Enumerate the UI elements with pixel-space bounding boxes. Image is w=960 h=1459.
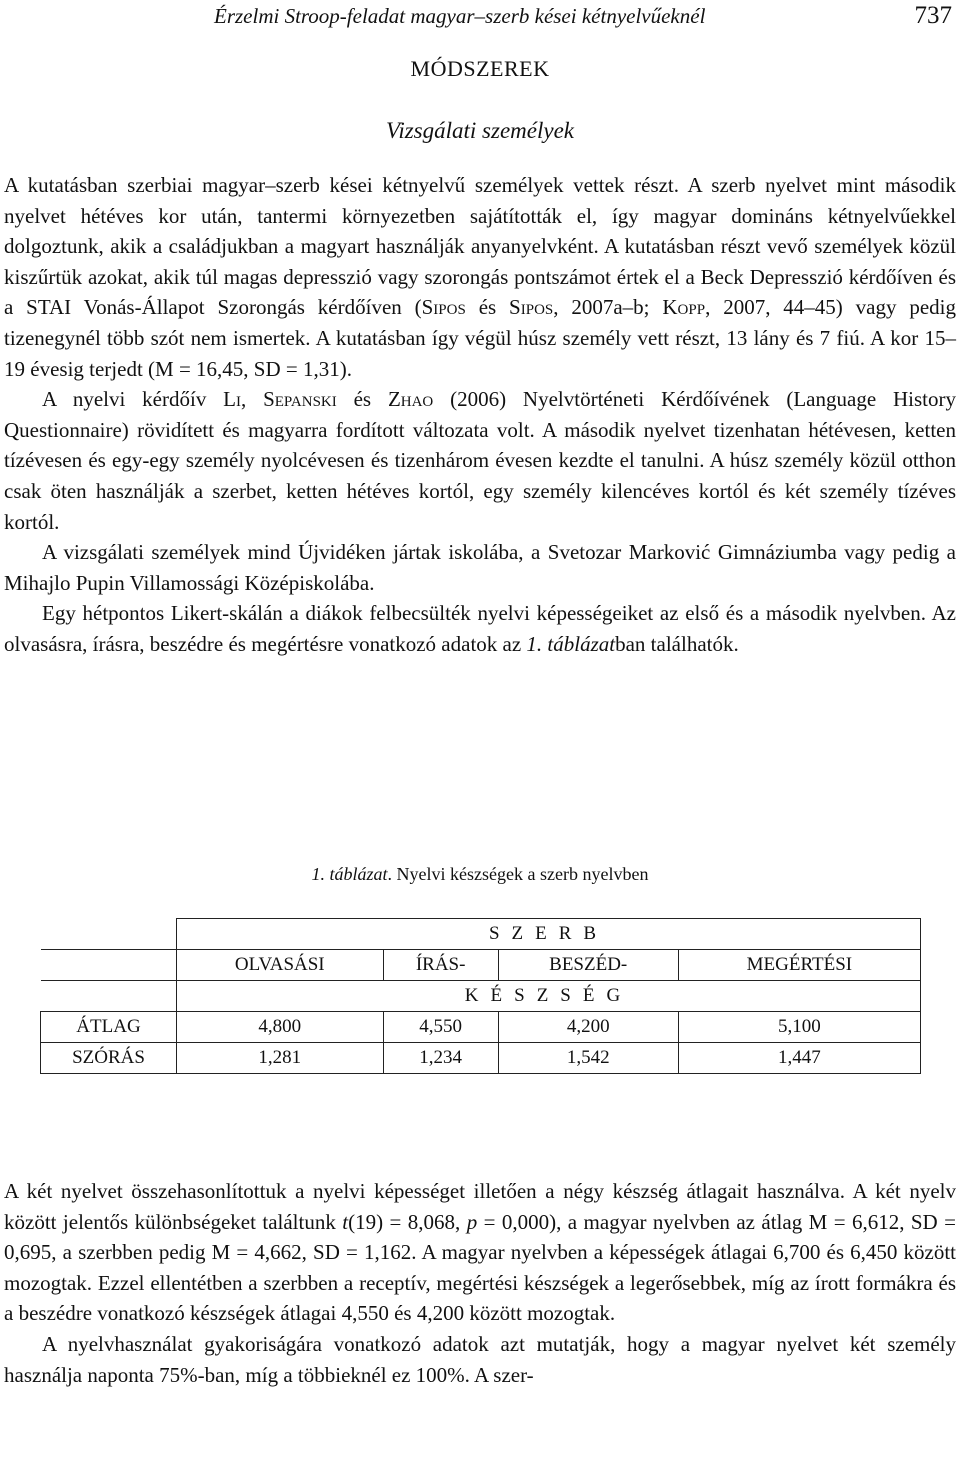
table-caption-label: 1. táblázat — [311, 864, 388, 884]
paragraph-questionnaire: A nyelvi kérdőív Li, Sepanski és Zhao (2006) Nyelvtörténeti Kérdőívének (Language History Questionnaire) rövidített és magyarra fordított változata volt. A második nyelvet tizenhatan hétévesen, ketten tízévesen és egy-egy személy nyolcévesen és tizenhárom évesen kezdte el tanulni. A húsz személy közül otthon csak öten használják a szerbet, ketten hétéves kortól, egy személy kilencéves kortól és két személy tízéves kortól. — [4, 387, 956, 534]
citation-author: Sipos — [509, 295, 554, 320]
citation-author: Zhao — [387, 387, 434, 412]
page-number: 737 — [914, 2, 952, 29]
stat-symbol: p — [466, 1209, 478, 1234]
running-head — [4, 4, 956, 34]
citation-author: Sepanski — [263, 387, 337, 412]
citation-author: Kopp — [662, 295, 706, 320]
subsection-title: Vizsgálati személyek — [386, 118, 574, 143]
paragraph-schools: A vizsgálati személyek mind Újvidéken jártak iskolába, a Svetozar Marković Gimnáziumba vagy pedig a Mihajlo Pupin Villamossági Középiskolába. — [4, 540, 956, 595]
table-cell: 4,550 — [383, 1012, 498, 1043]
paragraph-likert: Egy hétpontos Likert-skálán a diákok felbecsülték nyelvi képességeiket az első és a második nyelvben. Az olvasásra, írásra, beszédre és megértésre vonatkozó adatok az 1. táblázatban találhatók. — [4, 601, 956, 656]
row-label: SZÓRÁS — [41, 1043, 177, 1074]
table-cell: 4,800 — [177, 1012, 384, 1043]
table-corner-cell — [41, 950, 177, 981]
table-row — [41, 1043, 921, 1074]
table-cell: 1,281 — [177, 1043, 384, 1074]
table-row — [41, 1012, 921, 1043]
table-sub-header: KÉSZSÉG — [177, 981, 921, 1012]
row-label: ÁTLAG — [41, 1012, 177, 1043]
table-corner-cell — [41, 981, 177, 1012]
running-title: Érzelmi Stroop-feladat magyar–szerb kései kétnyelvűeknél — [214, 4, 706, 28]
paragraph-comparison: A két nyelvet összehasonlítottuk a nyelvi képességet illetően a négy készség átlagait használva. A két nyelv között jelentős különbségeket találtunk t(19) = 8,068, p = 0,000), a magyar nyelvben az átlag M = 6,612, SD = 0,695, a szerbben pedig M = 4,662, SD = 1,162. A magyar nyelvben a képességek átlagai 6,700 és 6,450 között mozogtak. Ezzel ellentétben a szerbben a receptív, megértési készségek a legerősebbek, míg az írott formákra és a beszédre vonatkozó készségek átlagai 4,550 és 4,200 között mozogtak. — [4, 1179, 956, 1326]
table-cell: 4,200 — [498, 1012, 678, 1043]
methods-body — [4, 170, 956, 660]
table-cell: 1,447 — [678, 1043, 920, 1074]
table-caption-text: . Nyelvi készségek a szerb nyelvben — [387, 864, 649, 884]
table-column-header-row — [41, 950, 921, 981]
results-body — [4, 1176, 956, 1390]
column-header: MEGÉRTÉSI — [678, 950, 920, 981]
table-sub-header-row — [41, 981, 921, 1012]
language-skills-table — [40, 918, 921, 1074]
paragraph-participants: A kutatásban szerbiai magyar–szerb kései kétnyelvű személyek vettek részt. A szerb nyelvet mint második nyelvet hétéves kor után, tantermi környezetben sajátították el, így magyar domináns kétnyelvűekkel dolgoztunk, akik a családjukban a magyart használják anyanyelvként. A kutatásban részt vevő személyek közül kiszűrtük azokat, akik túl magas depresszió vagy szorongás pontszámot értek el a Beck Depresszió kérdőíven és a STAI Vonás-Állapot Szorongás kérdőíven (Sipos és Sipos, 2007a–b; Kopp, 2007, 44–45) vagy pedig tizenegynél több szót nem ismertek. A kutatásban így végül húsz személy vett részt, 13 lány és 7 fiú. A kor 15–19 évesig terjedt (M = 16,45, SD = 1,31). — [4, 173, 956, 381]
table-corner-cell — [41, 919, 177, 950]
table-group-header-row — [41, 919, 921, 950]
table-group-header: SZERB — [177, 919, 921, 950]
table-caption — [4, 864, 956, 885]
column-header: OLVASÁSI — [177, 950, 384, 981]
table-reference: 1. táblázat — [526, 631, 616, 656]
table-cell: 5,100 — [678, 1012, 920, 1043]
column-header: BESZÉD- — [498, 950, 678, 981]
section-title: MÓDSZEREK — [410, 56, 550, 81]
stat-symbol: t — [342, 1209, 349, 1234]
citation-author: Sipos — [421, 295, 466, 320]
table-cell: 1,542 — [498, 1043, 678, 1074]
table-cell: 1,234 — [383, 1043, 498, 1074]
column-header: ÍRÁS- — [383, 950, 498, 981]
citation-author: Li — [223, 387, 241, 412]
paragraph-usage-frequency: A nyelvhasználat gyakoriságára vonatkozó adatok azt mutatják, hogy a magyar nyelvet két személy használja naponta 75%-ban, míg a többieknél ez 100%. A szer- — [4, 1331, 956, 1387]
